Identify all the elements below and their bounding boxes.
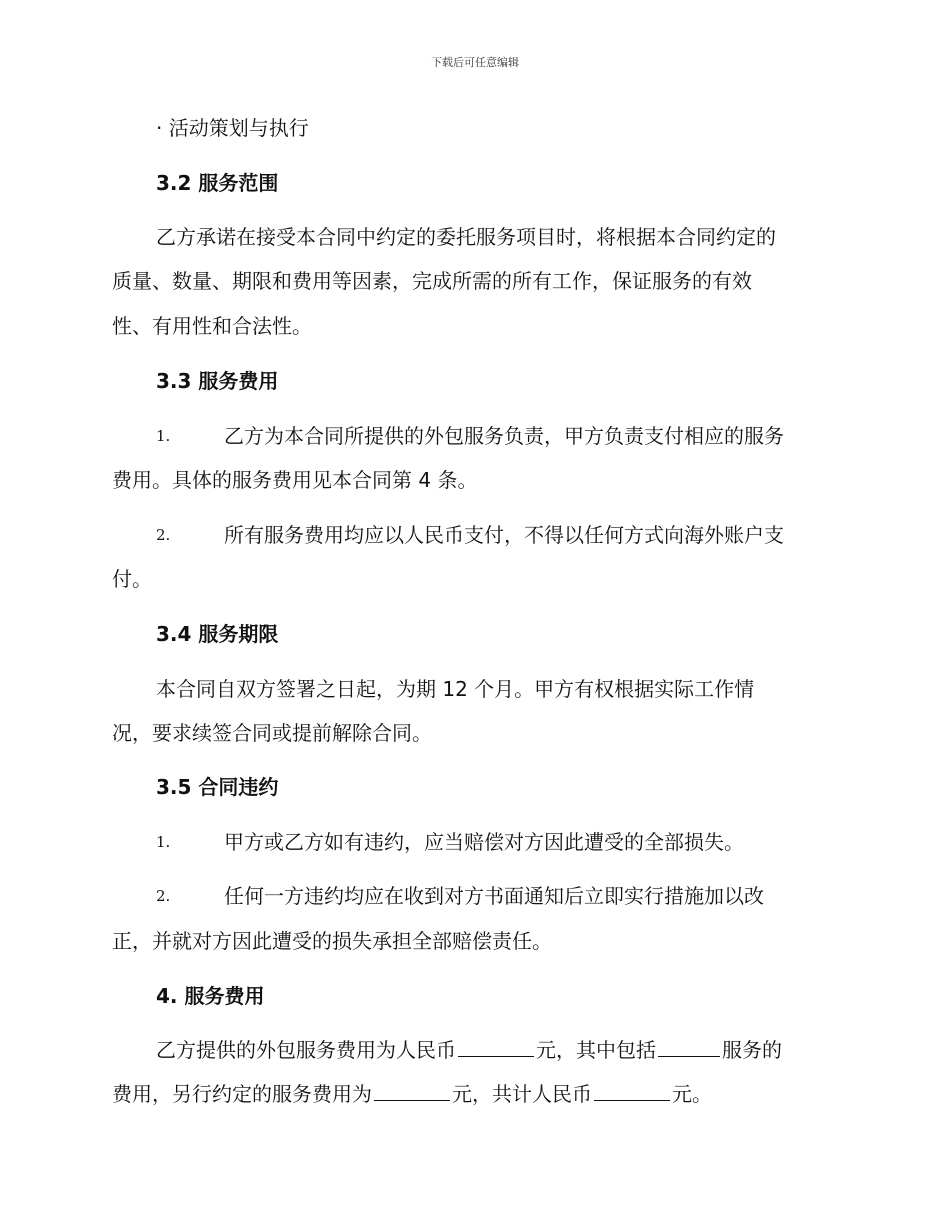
section-4-line-2-text-a: 费用，另行约定的服务费用为 (112, 1082, 372, 1106)
section-3-4-line-2: 况，要求续签合同或提前解除合同。 (112, 721, 432, 745)
section-3-3-item-2-line-1: 所有服务费用均应以人民币支付，不得以任何方式向海外账户支 (224, 523, 784, 547)
section-4-line-1 (156, 1035, 782, 1065)
section-3-2-line-3: 性、有用性和合法性。 (112, 314, 312, 338)
section-3-5-item-1-number: 1. (156, 833, 171, 851)
section-4-line-1-text-a: 乙方提供的外包服务费用为人民币 (156, 1038, 456, 1062)
section-3-2-line-1: 乙方承诺在接受本合同中约定的委托服务项目时，将根据本合同约定的 (156, 225, 776, 249)
section-3-3-heading: 3.3 服务费用 (156, 369, 279, 393)
fee-amount-blank[interactable] (458, 1035, 534, 1057)
other-fee-blank[interactable] (374, 1079, 450, 1101)
section-3-5-item-2-number: 2. (156, 887, 171, 905)
total-amount-blank[interactable] (594, 1079, 670, 1101)
section-4-line-2 (112, 1079, 712, 1109)
section-3-2-line-2: 质量、数量、期限和费用等因素，完成所需的所有工作，保证服务的有效 (112, 269, 752, 293)
section-3-3-item-1-line-2: 费用。具体的服务费用见本合同第 4 条。 (112, 468, 478, 492)
section-3-3-item-2-line-2: 付。 (112, 567, 152, 591)
section-4-line-1-text-b: 元，其中包括 (536, 1038, 656, 1062)
included-service-blank[interactable] (658, 1035, 720, 1057)
section-3-3-item-2-number: 2. (156, 526, 171, 544)
section-4-line-2-text-c: 元。 (672, 1082, 712, 1106)
section-4-heading: 4. 服务费用 (156, 984, 265, 1008)
section-3-5-heading: 3.5 合同违约 (156, 775, 279, 799)
bullet-item: · 活动策划与执行 (156, 116, 309, 140)
section-3-4-heading: 3.4 服务期限 (156, 622, 279, 646)
section-3-5-item-2-line-2: 正，并就对方因此遭受的损失承担全部赔偿责任。 (112, 929, 552, 953)
section-3-2-heading: 3.2 服务范围 (156, 171, 279, 195)
section-3-5-item-1-line-1: 甲方或乙方如有违约，应当赔偿对方因此遭受的全部损失。 (224, 830, 744, 854)
page-header: 下载后可任意编辑 (431, 56, 519, 69)
section-3-5-item-2-line-1: 任何一方违约均应在收到对方书面通知后立即实行措施加以改 (224, 884, 764, 908)
section-3-4-line-1: 本合同自双方签署之日起，为期 12 个月。甲方有权根据实际工作情 (156, 677, 755, 701)
section-4-line-2-text-b: 元，共计人民币 (452, 1082, 592, 1106)
section-3-3-item-1-number: 1. (156, 427, 171, 445)
section-4-line-1-text-c: 服务的 (722, 1038, 782, 1062)
section-3-3-item-1-line-1: 乙方为本合同所提供的外包服务负责，甲方负责支付相应的服务 (224, 424, 784, 448)
